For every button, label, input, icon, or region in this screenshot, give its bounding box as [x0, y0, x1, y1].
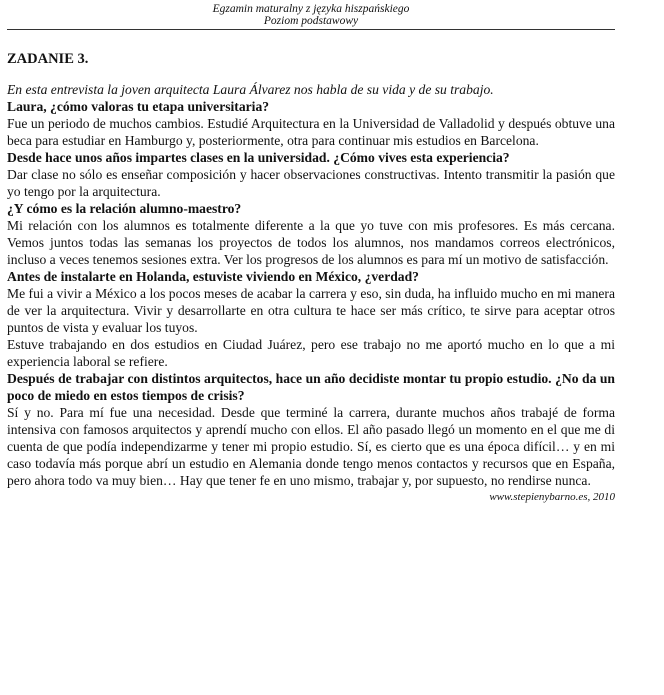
answer-1: Fue un periodo de muchos cambios. Estudié Arquitectura en la Universidad de Valladolid y después obtuve una beca para estudiar en Hamburgo y, posteriormente, otra para continuar mis estudios en Barcelona. [7, 116, 615, 148]
page-header [7, 0, 615, 27]
task-title: ZADANIE 3. [7, 51, 89, 67]
exam-page [7, 0, 615, 503]
answer-4-part-1: Me fui a vivir a México a los pocos meses de acabar la carrera y eso, sin duda, ha influido mucho en mi manera de ver la arquitectura. Vivir y desarrollarte en otra cultura te hace ser más crítico, te sirve para aceptar otros puntos de vista y evaluar los tuyos. [7, 286, 615, 335]
question-4: Antes de instalarte en Holanda, estuviste viviendo en México, ¿verdad? [7, 269, 419, 284]
source-citation: www.stepienybarno.es, 2010 [489, 491, 615, 503]
answer-3: Mi relación con los alumnos es totalmente diferente a la que yo tuve con mis profesores. Es más cercana. Vemos juntos todas las semanas los proyectos de todos los alumnos, nos mandamos correos electrónicos, incluso a veces tenemos sesiones extra. Ver los progresos de los alumnos es para mí un motivo de satisfacción. [7, 218, 615, 267]
answer-5: Sí y no. Para mí fue una necesidad. Desde que terminé la carrera, durante muchos años trabajé de forma intensiva con famosos arquitectos y aprendí mucho con ellos. El año pasado llegó un momento en el que me di cuenta de que podía independizarme y tener mi propio estudio. Sí, es cierto que es una época difícil… y en mi caso todavía más porque abrí un estudio en Alemania donde tengo menos contactos y recursos que en España, pero ahora todo va muy bien… Hay que tener fe en uno mismo, trabajar y, por supuesto, no rendirse nunca. [7, 405, 615, 488]
question-1: Laura, ¿cómo valoras tu etapa universitaria? [7, 99, 270, 114]
question-2: Desde hace unos años impartes clases en la universidad. ¿Cómo vives esta experiencia? [7, 150, 510, 165]
answer-4-part-2: Estuve trabajando en dos estudios en Ciudad Juárez, pero ese trabajo no me aportó mucho en lo que a mi experiencia laboral se refiere. [7, 337, 615, 369]
answer-2: Dar clase no sólo es enseñar composición y hacer observaciones constructivas. Intento transmitir la pasión que yo tengo por la arquitectura. [7, 167, 615, 199]
question-5: Después de trabajar con distintos arquitectos, hace un año decidiste montar tu propio estudio. ¿No da un poco de miedo en estos tiempos de crisis? [7, 371, 615, 403]
header-divider [7, 29, 615, 30]
question-3: ¿Y cómo es la relación alumno-maestro? [7, 201, 242, 216]
header-exam-name: Egzamin maturalny z języka hiszpańskiego [212, 3, 410, 15]
intro-paragraph: En esta entrevista la joven arquitecta Laura Álvarez nos habla de su vida y de su trabajo. [7, 82, 494, 97]
interview-text [7, 81, 615, 504]
header-level: Poziom podstawowy [263, 15, 359, 27]
